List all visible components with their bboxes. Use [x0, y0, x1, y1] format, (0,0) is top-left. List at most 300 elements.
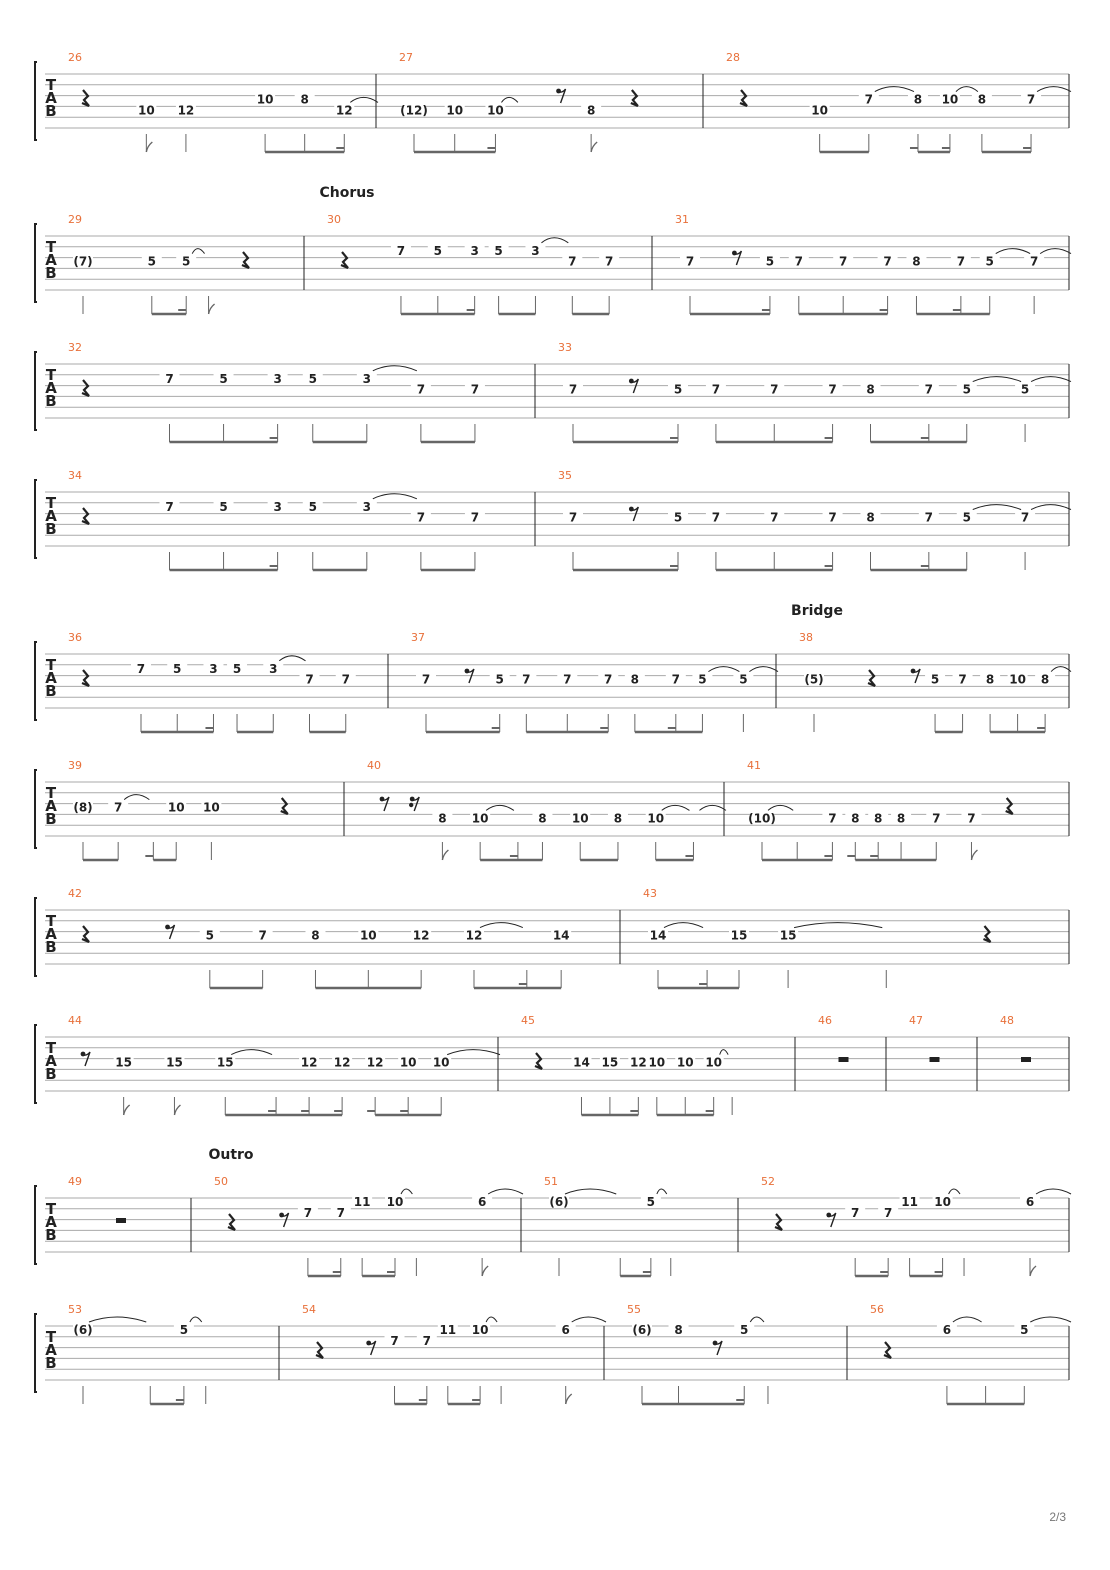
- measure: [367, 759, 726, 860]
- quarter-rest: [316, 1342, 323, 1358]
- tie-arc: [720, 1050, 728, 1055]
- fret-number: 12: [177, 103, 195, 118]
- fret-number: 12: [300, 1055, 318, 1070]
- fret-number: 7: [568, 254, 577, 269]
- fret-number: 10: [203, 800, 220, 815]
- fret-number: 3: [273, 499, 282, 514]
- sixteenth-rest-dot: [409, 803, 413, 807]
- fret-number: 7: [770, 510, 779, 525]
- fret-number: 5: [219, 371, 228, 386]
- fret-number: 7: [563, 672, 572, 687]
- fret-number: 11: [353, 1195, 371, 1209]
- fret-number: 10: [1009, 672, 1026, 687]
- tab-clef-letter: A: [45, 925, 57, 943]
- fret-number: 8: [912, 254, 921, 269]
- measure: [761, 1175, 1071, 1276]
- fret-number: 8: [586, 103, 596, 118]
- fret-number: 3: [209, 661, 218, 676]
- measure: [68, 631, 388, 732]
- fret-number: 7: [416, 382, 426, 397]
- fret-number: 15: [115, 1055, 132, 1070]
- fret-number: 7: [1020, 510, 1030, 525]
- tie-arc: [373, 494, 417, 499]
- fret-number: (10): [748, 811, 776, 826]
- fret-number: 5: [308, 371, 317, 386]
- tab-clef-letter: B: [45, 392, 57, 410]
- fret-number: 10: [359, 928, 377, 943]
- fret-number: 5: [646, 1195, 656, 1209]
- note-flag: [442, 850, 448, 860]
- half-rest: [930, 1057, 940, 1062]
- system-bracket: [35, 480, 37, 558]
- fret-number: 6: [561, 1323, 570, 1337]
- quarter-rest: [1006, 798, 1013, 814]
- fret-number: 5: [740, 1323, 749, 1337]
- fret-number: 10: [705, 1055, 723, 1070]
- quarter-rest: [82, 508, 89, 524]
- tab-clef-letter: A: [45, 89, 57, 107]
- tab-system: [35, 887, 1069, 988]
- measure-number: 49: [68, 1175, 82, 1188]
- fret-number: 8: [985, 672, 995, 687]
- fret-number: 7: [604, 254, 614, 269]
- fret-number: 7: [828, 382, 837, 397]
- quarter-rest: [82, 926, 89, 942]
- tab-clef-letter: T: [45, 366, 57, 384]
- fret-number: 7: [924, 510, 934, 525]
- fret-number: 10: [399, 1055, 417, 1070]
- fret-number: 8: [538, 811, 547, 826]
- tie-arc: [794, 923, 882, 928]
- tab-system: [35, 603, 1071, 732]
- fret-number: 8: [866, 510, 875, 525]
- measure: [558, 341, 1071, 442]
- page-number: 2/3: [1049, 1510, 1066, 1524]
- quarter-rest: [82, 90, 89, 106]
- note-flag: [146, 142, 152, 152]
- tab-system: [35, 1303, 1071, 1404]
- measure: [68, 1014, 500, 1115]
- fret-number: 7: [522, 672, 531, 687]
- fret-number: 7: [604, 672, 613, 687]
- tab-clef-letter: B: [45, 264, 57, 282]
- tie-arc: [699, 805, 726, 810]
- measure-number: 41: [747, 759, 761, 772]
- tab-clef-letter: T: [45, 1328, 57, 1346]
- measure-number: 40: [367, 759, 381, 772]
- fret-number: 7: [470, 382, 480, 397]
- measure-number: 42: [68, 887, 82, 900]
- tie-arc: [1051, 667, 1071, 672]
- measure-number: 47: [909, 1014, 923, 1027]
- tab-clef-letter: A: [45, 251, 57, 269]
- tie-arc: [1040, 249, 1071, 254]
- fret-number: 5: [494, 243, 503, 258]
- quarter-rest: [281, 798, 288, 814]
- measure-number: 56: [870, 1303, 884, 1316]
- tie-arc: [447, 1050, 500, 1055]
- fret-number: 5: [219, 499, 228, 514]
- measure-number: 29: [68, 213, 82, 226]
- fret-number: 8: [873, 811, 883, 826]
- measure-number: 32: [68, 341, 82, 354]
- fret-number: (12): [400, 103, 428, 118]
- measure: [818, 1014, 886, 1091]
- note-flag: [174, 1105, 180, 1115]
- tie-arc: [657, 1189, 667, 1194]
- fret-number: (6): [632, 1323, 652, 1337]
- fret-number: 12: [465, 928, 483, 943]
- fret-number: 10: [256, 92, 274, 107]
- measure: [558, 469, 1071, 570]
- fret-number: 5: [232, 661, 242, 676]
- fret-number: 5: [673, 382, 683, 397]
- tab-clef-letter: A: [45, 669, 57, 687]
- fret-number: 10: [137, 103, 155, 118]
- measure: [68, 759, 344, 860]
- measure: [726, 51, 1071, 152]
- fret-number: 10: [386, 1195, 404, 1209]
- fret-number: 12: [333, 1055, 351, 1070]
- fret-number: 15: [216, 1055, 234, 1070]
- fret-number: 5: [765, 254, 775, 269]
- tie-arc: [956, 87, 978, 92]
- tab-clef-letter: B: [45, 810, 57, 828]
- tie-arc: [949, 1189, 960, 1194]
- fret-number: 10: [571, 811, 589, 826]
- tab-clef-letter: B: [45, 102, 57, 120]
- tie-arc: [749, 667, 778, 672]
- tie-arc: [708, 667, 739, 672]
- tab-clef-letter: T: [45, 238, 57, 256]
- system-bracket: [35, 1025, 37, 1103]
- fret-number: 7: [883, 1205, 893, 1220]
- tie-arc: [279, 656, 305, 661]
- fret-number: 8: [896, 811, 906, 826]
- fret-number: 5: [182, 254, 191, 269]
- measure-number: 26: [68, 51, 82, 64]
- tie-arc: [572, 1317, 606, 1322]
- quarter-rest: [631, 90, 638, 106]
- fret-number: 8: [300, 92, 309, 107]
- fret-number: 8: [866, 382, 875, 397]
- fret-number: 11: [901, 1195, 918, 1209]
- measure: [643, 887, 1069, 988]
- measure: [1000, 1014, 1069, 1091]
- fret-number: 8: [311, 928, 320, 943]
- tie-arc: [1037, 87, 1071, 92]
- fret-number: (6): [549, 1195, 569, 1209]
- fret-number: 12: [629, 1055, 647, 1070]
- tab-clef-letter: A: [45, 507, 57, 525]
- tab-clef-letter: A: [45, 1052, 57, 1070]
- measure-number: 48: [1000, 1014, 1014, 1027]
- measure-number: 39: [68, 759, 82, 772]
- fret-number: 8: [438, 811, 447, 826]
- fret-number: 7: [924, 382, 934, 397]
- measure: [747, 759, 1069, 860]
- fret-number: 5: [930, 672, 940, 687]
- measure: [399, 51, 703, 152]
- measure-number: 30: [327, 213, 341, 226]
- tie-arc: [1031, 505, 1071, 510]
- fret-number: 7: [883, 254, 892, 269]
- measure-number: 43: [643, 887, 657, 900]
- fret-number: 7: [113, 800, 123, 815]
- tie-arc: [488, 1189, 523, 1194]
- fret-number: 5: [673, 510, 683, 525]
- fret-number: 5: [985, 254, 994, 269]
- note-flag: [591, 142, 597, 152]
- fret-number: 7: [396, 243, 406, 258]
- tab-system: [35, 469, 1071, 570]
- note-flag: [209, 304, 215, 314]
- fret-number: 5: [1020, 1323, 1029, 1337]
- tie-arc: [768, 805, 793, 810]
- measure: [68, 1303, 279, 1404]
- fret-number: 7: [422, 1333, 431, 1348]
- measure-number: 46: [818, 1014, 832, 1027]
- fret-number: 7: [711, 382, 721, 397]
- measure-number: 31: [675, 213, 689, 226]
- fret-number: 10: [471, 1323, 489, 1337]
- fret-number: 7: [864, 92, 873, 107]
- fret-number: 5: [1020, 382, 1030, 397]
- fret-number: 8: [674, 1323, 683, 1337]
- fret-number: 7: [470, 510, 480, 525]
- tie-arc: [875, 87, 914, 92]
- measure-number: 27: [399, 51, 413, 64]
- tie-arc: [486, 805, 514, 810]
- fret-number: 7: [421, 672, 431, 687]
- tie-arc: [973, 377, 1021, 382]
- note-flag: [971, 850, 977, 860]
- tab-clef-letter: T: [45, 656, 57, 674]
- fret-number: 5: [739, 672, 748, 687]
- fret-number: 3: [273, 371, 282, 386]
- fret-number: 7: [685, 254, 695, 269]
- measure: [68, 887, 620, 988]
- tab-clef-letter: T: [45, 784, 57, 802]
- tie-arc: [480, 923, 523, 928]
- tie-arc: [565, 1189, 616, 1194]
- tab-clef-letter: T: [45, 494, 57, 512]
- fret-number: 10: [941, 92, 959, 107]
- fret-number: 7: [165, 371, 174, 386]
- tie-arc: [996, 249, 1030, 254]
- tie-arc: [1031, 377, 1071, 382]
- fret-number: 10: [811, 103, 829, 118]
- measure: [870, 1303, 1071, 1404]
- fret-number: (8): [73, 800, 93, 815]
- quarter-rest: [775, 1214, 782, 1230]
- fret-number: (5): [804, 672, 824, 687]
- measure: [302, 1303, 606, 1404]
- fret-number: 8: [630, 672, 640, 687]
- tab-system: [35, 1147, 1071, 1276]
- measure: [544, 1175, 738, 1276]
- fret-number: 7: [305, 672, 314, 687]
- fret-number: 5: [147, 254, 156, 269]
- fret-number: 5: [433, 243, 442, 258]
- tie-arc: [1030, 1317, 1071, 1322]
- fret-number: 5: [698, 672, 707, 687]
- section-label: Bridge: [791, 603, 843, 619]
- fret-number: 12: [335, 103, 353, 118]
- quarter-rest: [228, 1214, 235, 1230]
- fret-number: 7: [136, 661, 146, 676]
- tie-arc: [231, 1050, 272, 1055]
- measure: [627, 1303, 847, 1404]
- fret-number: 7: [671, 672, 680, 687]
- note-flag: [1030, 1266, 1036, 1276]
- fret-number: 7: [828, 811, 837, 826]
- measure: [327, 213, 652, 314]
- fret-number: 7: [956, 254, 966, 269]
- tab-system: [35, 1014, 1069, 1115]
- tie-arc: [953, 1317, 982, 1322]
- fret-number: 5: [173, 661, 182, 676]
- measure-number: 54: [302, 1303, 316, 1316]
- tie-arc: [192, 249, 204, 254]
- tab-clef-letter: A: [45, 1213, 57, 1231]
- fret-number: 5: [495, 672, 504, 687]
- measure-number: 38: [799, 631, 813, 644]
- system-bracket: [35, 352, 37, 430]
- measure-number: 36: [68, 631, 82, 644]
- tab-system: [35, 51, 1071, 152]
- quarter-rest: [341, 252, 348, 268]
- fret-number: 12: [366, 1055, 384, 1070]
- fret-number: 7: [932, 811, 941, 826]
- fret-number: 10: [432, 1055, 450, 1070]
- quarter-rest: [82, 670, 89, 686]
- quarter-rest: [884, 1342, 891, 1358]
- system-bracket: [35, 1186, 37, 1264]
- fret-number: 14: [649, 928, 667, 943]
- fret-number: 8: [1040, 672, 1050, 687]
- fret-number: 7: [336, 1205, 345, 1220]
- measure: [68, 341, 535, 442]
- fret-number: 7: [341, 672, 350, 687]
- fret-number: 7: [770, 382, 779, 397]
- fret-number: 6: [477, 1195, 487, 1209]
- fret-number: 15: [601, 1055, 619, 1070]
- section-label: Chorus: [319, 185, 375, 201]
- fret-number: 7: [1029, 254, 1039, 269]
- tab-clef-letter: A: [45, 797, 57, 815]
- half-rest: [839, 1057, 849, 1062]
- fret-number: 7: [390, 1333, 399, 1348]
- fret-number: 3: [269, 661, 278, 676]
- fret-number: 7: [303, 1205, 313, 1220]
- tie-arc: [664, 923, 703, 928]
- fret-number: 5: [962, 510, 971, 525]
- fret-number: 15: [166, 1055, 183, 1070]
- system-bracket: [35, 642, 37, 720]
- system-bracket: [35, 62, 37, 140]
- measure: [411, 631, 778, 732]
- tab-clef-letter: B: [45, 938, 57, 956]
- fret-number: 7: [850, 1205, 860, 1220]
- quarter-rest: [868, 670, 875, 686]
- quarter-rest: [535, 1053, 542, 1069]
- tie-arc: [1036, 1189, 1071, 1194]
- fret-number: 14: [573, 1055, 590, 1070]
- tab-clef-letter: B: [45, 682, 57, 700]
- fret-number: 10: [676, 1055, 694, 1070]
- fret-number: 8: [851, 811, 860, 826]
- measure: [521, 1014, 795, 1115]
- tie-arc: [501, 97, 517, 102]
- tie-arc: [973, 505, 1021, 510]
- measure-number: 52: [761, 1175, 775, 1188]
- fret-number: 3: [362, 371, 371, 386]
- fret-number: 5: [179, 1323, 189, 1337]
- half-rest: [1021, 1057, 1031, 1062]
- fret-number: 5: [308, 499, 317, 514]
- fret-number: 7: [165, 499, 174, 514]
- measure: [799, 631, 1071, 732]
- system-bracket: [35, 770, 37, 848]
- tie-arc: [541, 238, 568, 243]
- tie-arc: [486, 1317, 497, 1322]
- fret-number: 14: [552, 928, 570, 943]
- fret-number: 8: [913, 92, 923, 107]
- fret-number: 7: [568, 510, 578, 525]
- measure: [68, 213, 304, 314]
- measure-number: 35: [558, 469, 572, 482]
- tie-arc: [190, 1317, 202, 1322]
- quarter-rest: [740, 90, 747, 106]
- fret-number: 3: [470, 243, 479, 258]
- fret-number: 7: [1026, 92, 1036, 107]
- fret-number: 6: [1025, 1195, 1035, 1209]
- fret-number: 7: [568, 382, 578, 397]
- tab-clef-letter: B: [45, 1065, 57, 1083]
- measure-number: 50: [214, 1175, 228, 1188]
- measure-number: 33: [558, 341, 572, 354]
- fret-number: 5: [962, 382, 971, 397]
- measure: [68, 469, 535, 570]
- fret-number: 3: [531, 243, 540, 258]
- tab-clef-letter: B: [45, 1354, 57, 1372]
- tie-arc: [89, 1317, 146, 1322]
- tab-system: [35, 341, 1071, 442]
- fret-number: 7: [967, 811, 976, 826]
- fret-number: 10: [648, 1055, 666, 1070]
- measure-number: 55: [627, 1303, 641, 1316]
- fret-number: 10: [487, 103, 504, 118]
- tie-arc: [401, 1189, 412, 1194]
- tab-clef-letter: A: [45, 1341, 57, 1359]
- fret-number: 3: [362, 499, 371, 514]
- measure: [214, 1175, 523, 1276]
- fret-number: 8: [977, 92, 987, 107]
- fret-number: 8: [613, 811, 623, 826]
- measure-number: 53: [68, 1303, 82, 1316]
- tie-arc: [662, 805, 690, 810]
- tab-clef-letter: T: [45, 1039, 57, 1057]
- note-flag: [566, 1394, 572, 1404]
- measure-number: 51: [544, 1175, 558, 1188]
- measure: [68, 51, 378, 152]
- fret-number: (6): [73, 1323, 93, 1337]
- tie-arc: [750, 1317, 764, 1322]
- fret-number: 7: [258, 928, 267, 943]
- tab-clef-letter: B: [45, 520, 57, 538]
- fret-number: 10: [647, 811, 665, 826]
